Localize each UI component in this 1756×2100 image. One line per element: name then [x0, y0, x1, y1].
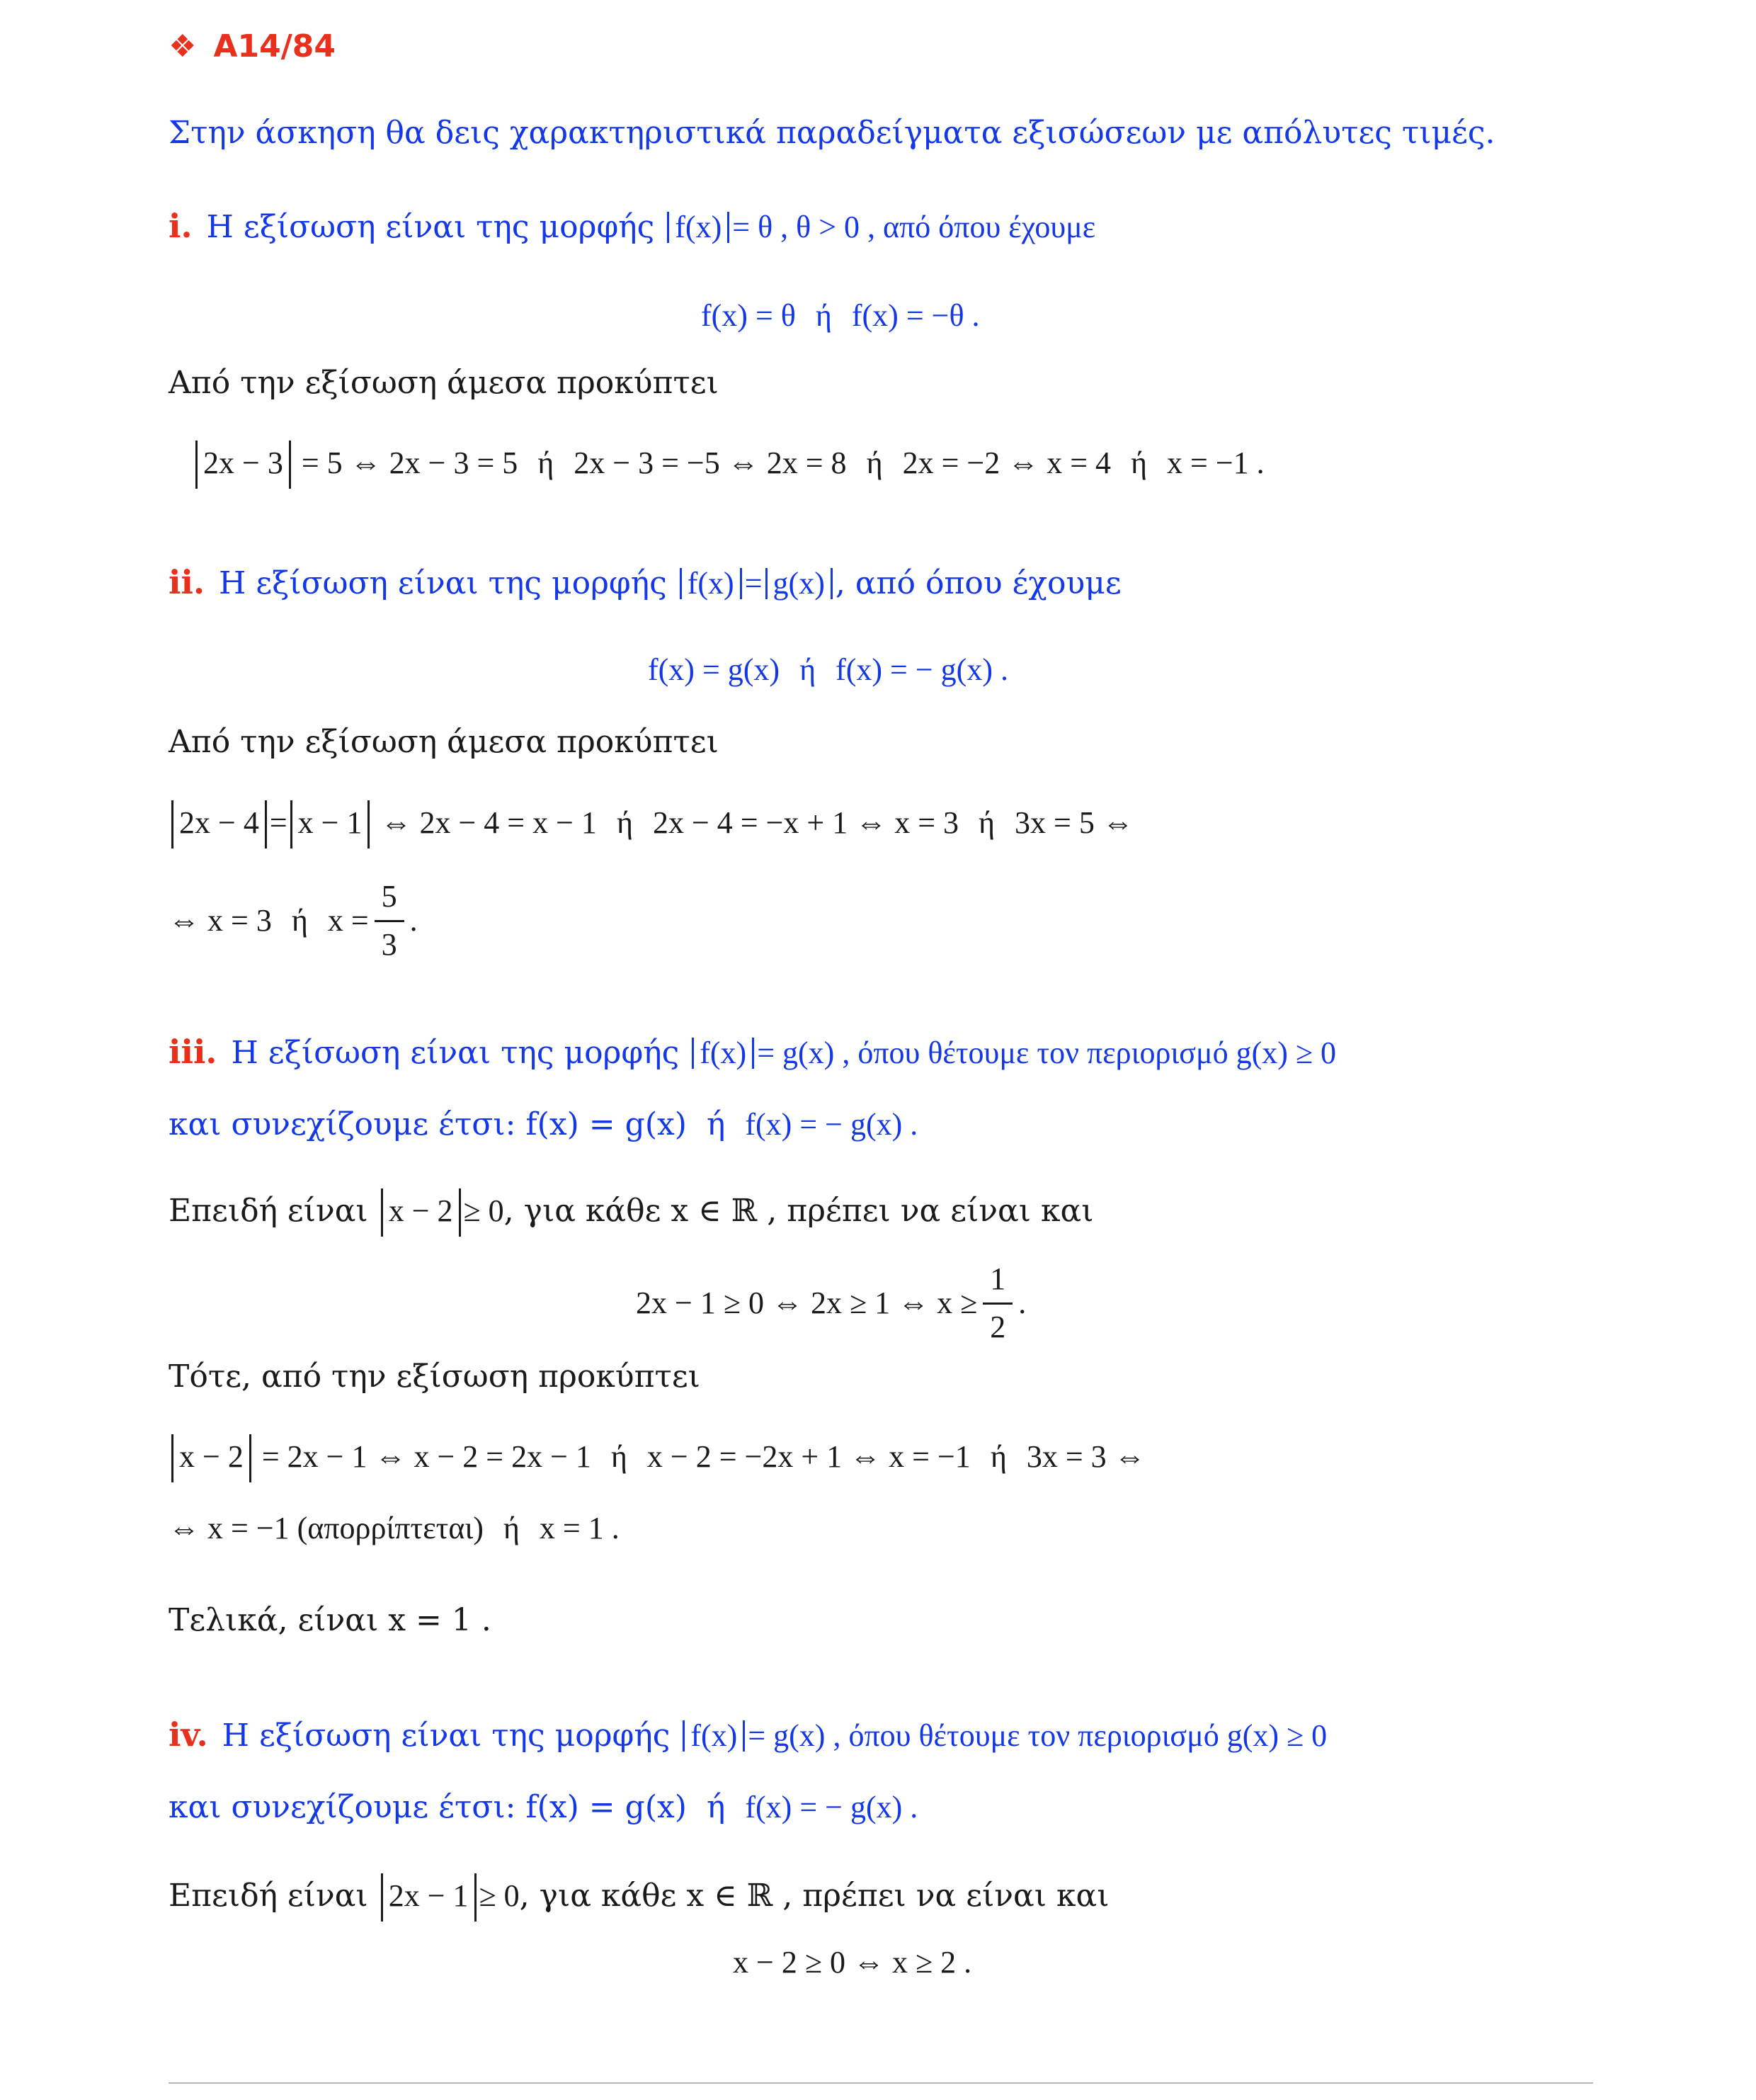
part2-solution-line2: ⇔ x = 3 ή x = $\frac{5}{3}$ . [169, 879, 418, 962]
abs-fx: f(x) [667, 212, 729, 243]
part4-statement: iv. Η εξίσωση είναι της μορφής f(x) = g(x) , όπου θέτουμε τον περιορισμό g(x) ≥ 0 [169, 1715, 1328, 1754]
part3-since: Επειδή είναι x − 2 ≥ 0, για κάθε x ∈ ℝ , πρέπει να είναι και [169, 1188, 1093, 1237]
part2-cases: f(x) = g(x) ή f(x) = − g(x) . [648, 652, 1008, 687]
part3-final: Τελικά, είναι x = 1 . [169, 1602, 491, 1638]
part1-from-eq: Από την εξίσωση άμεσα προκύπτει [169, 365, 719, 401]
part1-solution: 2x − 3 = 5 ⇔ 2x − 3 = 5 ή 2x − 3 = −5 ⇔ 2x = 8 ή 2x = −2 ⇔ x = 4 ή x = −1 . [193, 441, 1265, 489]
part4-since: Επειδή είναι 2x − 1 ≥ 0, για κάθε x ∈ ℝ , πρέπει να είναι και [169, 1873, 1109, 1922]
intro-text: Στην άσκηση θα δεις χαρακτηριστικά παραδείγματα εξισώσεων με απόλυτες τιμές. [169, 115, 1495, 151]
part3-solution-line2: ⇔ x = −1 (απορρίπτεται) ή x = 1 . [169, 1511, 620, 1545]
diamond-bullet-icon: ❖ [169, 28, 197, 64]
section-header [169, 28, 336, 64]
part4-continue: και συνεχίζουμε έτσι: f(x) = g(x) ή f(x) = − g(x) . [169, 1789, 918, 1825]
part2-number: ii. [169, 563, 205, 601]
part1-statement: i. Η εξίσωση είναι της μορφής f(x) = θ , θ > 0 , από όπου έχουμε [169, 207, 1096, 245]
part4-condition: x − 2 ≥ 0 ⇔ x ≥ 2 . [733, 1945, 972, 1980]
part3-condition: 2x − 1 ≥ 0 ⇔ 2x ≥ 1 ⇔ x ≥ $\frac{1}{2}$ . [636, 1261, 1027, 1344]
part2-solution-line1: 2x − 4 = x − 1 ⇔ 2x − 4 = x − 1 ή 2x − 4 = −x + 1 ⇔ x = 3 ή 3x = 5 ⇔ [169, 800, 1134, 848]
part3-continue: και συνεχίζουμε έτσι: f(x) = g(x) ή f(x) = − g(x) . [169, 1106, 918, 1142]
fraction-1-2: $\frac{1}{2}$ [983, 1261, 1013, 1345]
part2-statement: ii. Η εξίσωση είναι της μορφής f(x) = g(x) , από όπου έχουμε [169, 563, 1122, 601]
part1-number: i. [169, 207, 193, 245]
part4-number: iv. [169, 1715, 208, 1754]
part3-then: Τότε, από την εξίσωση προκύπτει [169, 1358, 700, 1395]
part2-from-eq: Από την εξίσωση άμεσα προκύπτει [169, 724, 719, 760]
exercise-title: A14/84 [213, 28, 336, 64]
part1-cases: f(x) = θ ή f(x) = −θ . [701, 298, 980, 333]
part3-statement: iii. Η εξίσωση είναι της μορφής f(x) = g(x) , όπου θέτουμε τον περιορισμό g(x) ≥ 0 [169, 1033, 1337, 1071]
part3-solution-line1: x − 2 = 2x − 1 ⇔ x − 2 = 2x − 1 ή x − 2 = −2x + 1 ⇔ x = −1 ή 3x = 3 ⇔ [169, 1434, 1146, 1482]
footer-divider [169, 2082, 1593, 2084]
fraction-5-3: $\frac{5}{3}$ [375, 878, 404, 963]
part3-number: iii. [169, 1033, 217, 1071]
